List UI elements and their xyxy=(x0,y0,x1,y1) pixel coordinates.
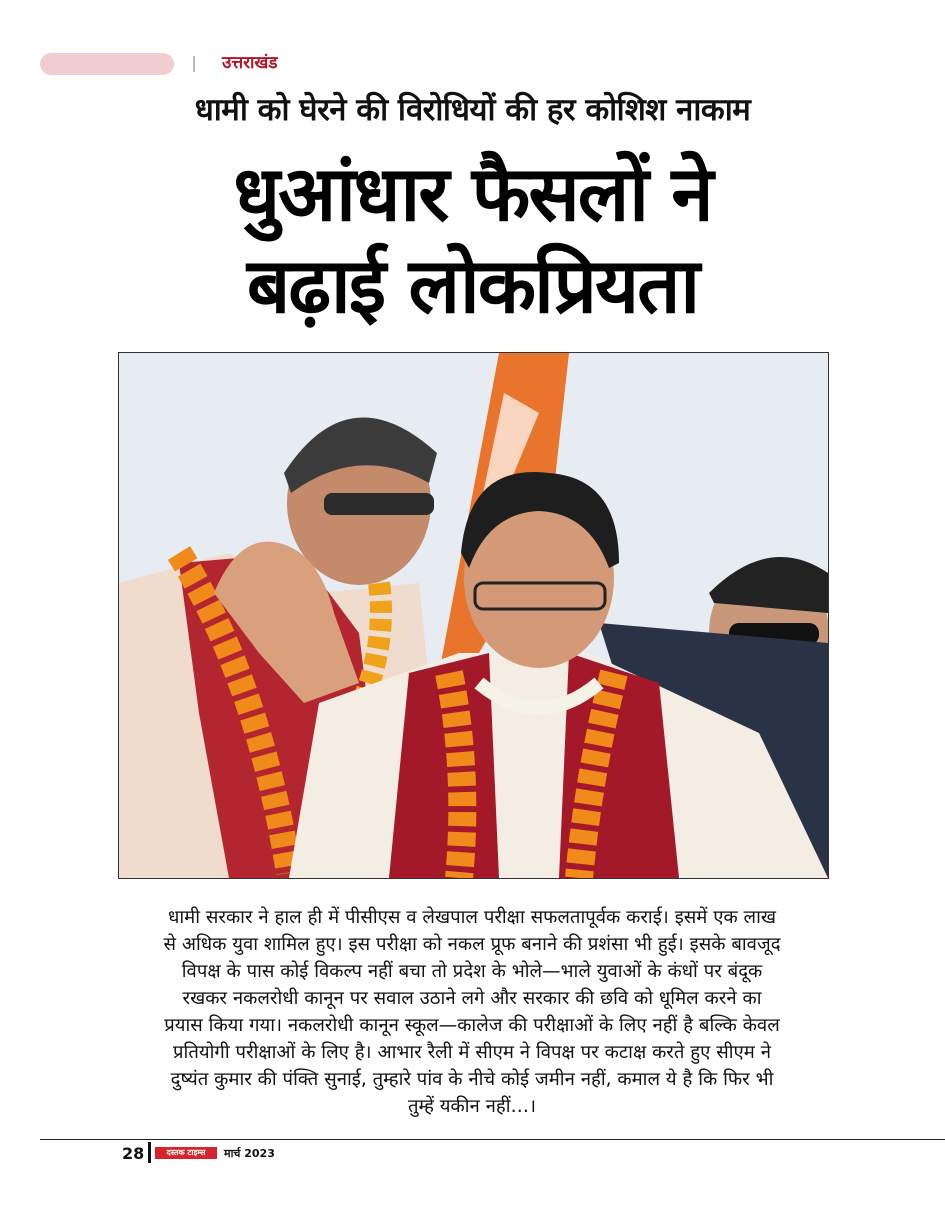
caption-line: प्रतियोगी परीक्षाओं के लिए है। आभार रैली में सीएम ने विपक्ष पर कटाक्ष करते हुए सीएम ने xyxy=(173,1042,771,1063)
header-decoration-pill xyxy=(40,53,174,75)
caption-line: प्रयास किया गया। नकलरोधी कानून स्कूल—कालेज की परीक्षाओं के लिए नहीं है बल्कि केवल xyxy=(164,1015,780,1036)
article-kicker: धामी को घेरने की विरोधियों की हर कोशिश नाकाम xyxy=(194,92,751,128)
footer-divider xyxy=(40,1139,945,1140)
headline-line: धुआंधार फैसलों ने xyxy=(233,149,712,238)
photo-caption xyxy=(122,904,822,1120)
article-photo xyxy=(118,352,829,879)
magazine-logo: दस्तक टाइम्स xyxy=(155,1147,217,1159)
caption-line: दुष्यंत कुमार की पंक्ति सुनाई, तुम्हारे पांव के नीचे कोई जमीन नहीं, कमाल ये है कि फिर भी xyxy=(170,1069,774,1090)
caption-line: रखकर नकलरोधी कानून पर सवाल उठाने लगे और सरकार की छवि को धूमिल करने का xyxy=(182,988,762,1009)
article-headline xyxy=(0,148,945,332)
photo-of-leaders-with-garlands-icon xyxy=(119,353,828,878)
footer-separator xyxy=(148,1142,151,1163)
headline-line: बढ़ाई लोकप्रियता xyxy=(246,241,699,330)
section-label: उत्तराखंड xyxy=(222,53,278,73)
header-separator xyxy=(193,56,195,72)
issue-date: मार्च 2023 xyxy=(224,1147,275,1160)
caption-line: धामी सरकार ने हाल ही में पीसीएस व लेखपाल परीक्षा सफलतापूर्वक कराई। इसमें एक लाख xyxy=(167,907,777,928)
caption-line: से अधिक युवा शामिल हुए। इस परीक्षा को नकल प्रूफ बनाने की प्रशंसा भी हुई। इसके बावजूद xyxy=(163,934,781,955)
caption-line: विपक्ष के पास कोई विकल्प नहीं बचा तो प्रदेश के भोले—भाले युवाओं के कंधों पर बंदूक xyxy=(181,961,763,982)
caption-line: तुम्हें यकीन नहीं…। xyxy=(407,1096,537,1117)
page-number: 28 xyxy=(122,1144,145,1163)
